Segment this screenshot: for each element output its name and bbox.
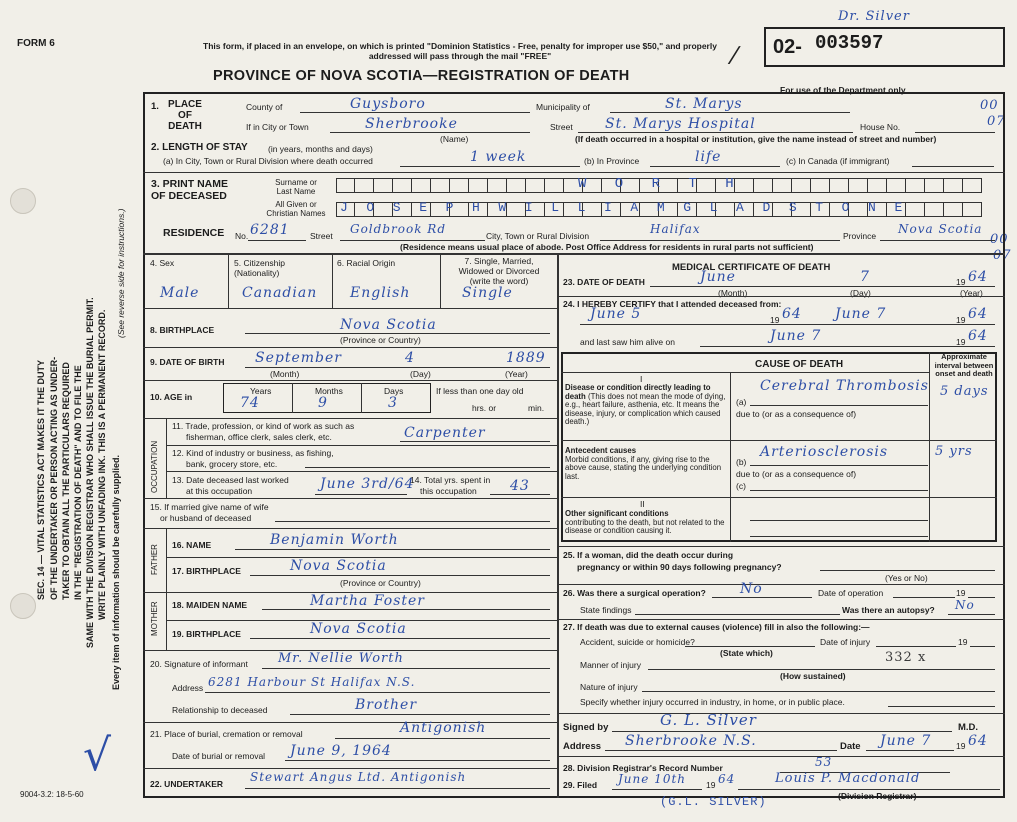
s2-a-value: 1 week (470, 149, 527, 165)
marital-value: Single (462, 285, 513, 301)
city-value: Sherbrooke (365, 116, 458, 132)
mother-bp: Nova Scotia (310, 621, 407, 637)
registration-prefix: 02- (773, 36, 802, 58)
q26-findings: State findings (580, 605, 632, 615)
roman-two: II (640, 499, 645, 509)
dob-year: 1889 (506, 350, 546, 366)
informant-addr-label: Address (172, 683, 204, 693)
s2-a-label: (a) In City, Town or Rural Division where death occurred (163, 156, 373, 166)
dod-year: 64 (968, 269, 988, 285)
residence-no-label: No. (235, 231, 249, 241)
side-text-3: TAKER TO OBTAIN ALL THE PARTICULARS REQUIRED (61, 362, 71, 600)
disease-label: Disease or condition directly leading to death (565, 383, 711, 401)
dob-day-sub: (Day) (410, 369, 431, 379)
signed-year-prefix: 19 (956, 741, 966, 751)
trade-value: Carpenter (404, 425, 486, 441)
side-text-4: IN THE "REGISTRATION OF DEATH" AND TO FILE THE (73, 365, 83, 600)
cause-b: Arteriosclerosis (760, 444, 889, 460)
top-notice: This form, if placed in an envelope, on which is printed "Dominion Statistics - Free, penalty for improper use $50," and properly addressed will pass through the mail "FREE" (203, 41, 717, 61)
birthplace-label: 8. BIRTHPLACE (150, 325, 215, 335)
side-text-7: Every item of information should be carefully supplied. (111, 454, 121, 690)
q25-sub: (Yes or No) (885, 573, 928, 583)
dob-year-sub: (Year) (505, 369, 528, 379)
county-value: Guysboro (350, 96, 426, 112)
cause-b-label: (b) (736, 457, 747, 467)
mother-bp-label: 19. BIRTHPLACE (172, 629, 241, 639)
due-to-1: due to (or as a consequence of) (736, 409, 857, 419)
q29-year-prefix: 19 (706, 780, 716, 790)
surname-value: W O R T H (578, 176, 744, 192)
medical-title: MEDICAL CERTIFICATE OF DEATH (672, 262, 831, 273)
mother-side-label: MOTHER (150, 601, 159, 636)
last-saw-year: 64 (968, 328, 988, 344)
residence-no: 6281 (250, 222, 290, 238)
slash-mark: ∕ (733, 40, 738, 70)
form-title: PROVINCE OF NOVA SCOTIA—REGISTRATION OF DEATH (213, 68, 630, 84)
hospital-note: (If death occurred in a hospital or institution, give the name instead of street and number) (575, 134, 937, 144)
q27-nature: Nature of injury (580, 682, 638, 692)
interval-header: Approximate interval between onset and death (934, 352, 994, 378)
other-conditions-block (565, 510, 728, 536)
racial-origin-label: 6. Racial Origin (337, 258, 396, 268)
antecedent-label: Antecedent causes (565, 446, 637, 455)
given-label: All Given or Christian Names (266, 200, 326, 218)
q26-label: 26. Was there a surgical operation? (563, 588, 706, 598)
s1-label: PLACE OF DEATH (168, 99, 202, 132)
dod-year-prefix: 19 (956, 277, 966, 287)
dob-month-sub: (Month) (270, 369, 300, 379)
age-min-label: min. (528, 403, 545, 413)
disease-note: (This does not mean the mode of dying, e.g., heart failure, asthenia, etc. It means the disease, injury, or complication which caused death.) (565, 391, 726, 427)
attended-from-year-prefix: 19 (770, 315, 780, 325)
informant-addr: 6281 Harbour St Halifax N.S. (208, 675, 416, 689)
dod-day: 7 (860, 269, 870, 285)
racial-origin-value: English (350, 285, 411, 301)
residence-label: RESIDENCE (163, 227, 225, 239)
burial-date: June 9, 1964 (290, 743, 392, 759)
spouse-label: 15. If married give name of wife (150, 502, 269, 512)
last-saw-label: and last saw him alive on (580, 337, 675, 347)
q26-date-label: Date of operation (818, 588, 884, 598)
q27-accident: Accident, suicide or homicide? (580, 637, 695, 647)
s3-label: 3. PRINT NAME OF DECEASED (151, 178, 229, 202)
q27-how-sustained: (How sustained) (780, 671, 846, 681)
signed-year: 64 (968, 733, 988, 749)
q28-label: 28. Division Registrar's Record Number (563, 763, 723, 773)
dob-label: 9. DATE OF BIRTH (150, 357, 225, 367)
signed-by-sig: G. L. Silver (660, 711, 757, 729)
q29-registrar: Louis P. Macdonald (775, 771, 921, 786)
s2-label: 2. LENGTH OF STAY (151, 142, 248, 153)
cause-a: Cerebral Thrombosis (760, 378, 929, 394)
registration-number: 003597 (815, 32, 884, 54)
side-text-2: OF THE UNDERTAKER OR PERSON ACTING AS UNDER- (49, 356, 59, 600)
top-right-note: Dr. Silver (838, 9, 910, 24)
s2-sub: (in years, months and days) (268, 144, 373, 154)
q26-autopsy-label: Was there an autopsy? (842, 605, 935, 615)
age-hrs-label: hrs. or (472, 403, 497, 413)
total-years-value: 43 (510, 478, 530, 494)
signed-address: Sherbrooke N.S. (625, 733, 757, 749)
s1-number: 1. (151, 101, 159, 112)
margin-code-4: 07 (993, 248, 1012, 263)
municipality-value: St. Marys (665, 96, 743, 112)
street-label: Street (550, 122, 573, 132)
due-to-2: due to (or as a consequence of) (736, 469, 857, 479)
undertaker-label: 22. UNDERTAKER (150, 779, 224, 789)
form-label: FORM 6 (17, 38, 55, 49)
municipality-label: Municipality of (536, 102, 590, 112)
md-label: M.D. (958, 722, 979, 733)
footer-code: 9004-3.2: 18-5-60 (20, 790, 84, 799)
q26-value: No (740, 581, 763, 597)
residence-note: (Residence means usual place of abode. Post Office Address for residents in rural parts not sufficient) (400, 242, 814, 252)
citizenship-label: 5. Citizenship (Nationality) (234, 258, 286, 278)
burial-place-label: 21. Place of burial, cremation or removal (150, 729, 303, 739)
other-label: Other significant conditions (565, 509, 669, 518)
last-saw-date: June 7 (770, 328, 822, 344)
informant-rel-label: Relationship to deceased (172, 705, 268, 715)
sex-label: 4. Sex (150, 258, 175, 268)
city-label: If in City or Town (246, 122, 309, 132)
q27-specify: Specify whether injury occurred in industry, in home, or in public place. (580, 697, 845, 707)
age-days: 3 (388, 395, 398, 411)
spouse-label-2: or husband of deceased (160, 513, 252, 523)
q27-manner: Manner of injury (580, 660, 641, 670)
mother-name-label: 18. MAIDEN NAME (172, 600, 248, 610)
last-saw-year-prefix: 19 (956, 337, 966, 347)
mother-name: Martha Foster (310, 593, 425, 609)
q25-label-2: pregnancy or within 90 days following pregnancy? (577, 562, 782, 572)
burial-date-label: Date of burial or removal (172, 751, 266, 761)
signed-address-label: Address (563, 741, 602, 752)
s2-b-value: life (695, 149, 722, 165)
attended-to-year-prefix: 19 (956, 315, 966, 325)
informant-sig: Mr. Nellie Worth (278, 651, 404, 666)
s2-c-label: (c) In Canada (if immigrant) (786, 156, 890, 166)
dod-month-sub: (Month) (718, 288, 748, 298)
given-value: J O S E P H W I L L I A M G L A D S T O N E (340, 200, 908, 215)
dob-day: 4 (405, 350, 415, 366)
side-text-8: (See reverse side for instructions.) (116, 208, 126, 338)
other-note: contributing to the death, but not related to the disease or condition causing it. (565, 517, 725, 536)
city-name-sub: (Name) (440, 134, 469, 144)
father-bp: Nova Scotia (290, 558, 387, 574)
occupation-side-label: OCCUPATION (150, 440, 159, 493)
side-text-1: SEC. 14 — VITAL STATISTICS ACT MAKES IT THE DUTY (36, 359, 46, 600)
certify-label: 24. I HEREBY CERTIFY that I attended deceased from: (563, 299, 782, 309)
q27-date-injury: Date of injury (820, 637, 871, 647)
residence-province: Nova Scotia (898, 222, 983, 236)
county-label: County of (246, 102, 283, 112)
occupation-13b-label: at this occupation (186, 486, 253, 496)
father-name-label: 16. NAME (172, 540, 212, 550)
antecedent-note: Morbid conditions, if any, giving rise to the above cause, stating the underlying condition last. (565, 454, 722, 481)
attended-to: June 7 (835, 306, 887, 322)
age-months-label: Months (315, 386, 343, 396)
age-years-label: Years (250, 386, 272, 396)
father-name: Benjamin Worth (270, 532, 399, 548)
q27-year-prefix: 19 (958, 637, 968, 647)
birthplace-sub: (Province or Country) (340, 335, 421, 345)
margin-code-1: 00 (980, 98, 999, 113)
dod-month: June (700, 269, 736, 285)
cause-a-label: (a) (736, 397, 747, 407)
attended-from-year: 64 (782, 306, 802, 322)
father-side-label: FATHER (150, 544, 159, 575)
roman-one: I (640, 374, 643, 384)
cause-title: CAUSE OF DEATH (755, 359, 844, 370)
residence-city-label: City, Town or Rural Division (486, 231, 590, 241)
dod-year-sub: (Year) (960, 288, 983, 298)
side-text-6: WRITE PLAINLY WITH UNFADING INK. THIS IS A PERMANENT RECORD. (97, 309, 107, 620)
q26-year-prefix: 19 (956, 588, 966, 598)
q27-label: 27. If death was due to external causes (violence) fill in also the following:— (563, 622, 870, 632)
q29-year: 64 (718, 772, 736, 786)
occupation-12b-label: bank, grocery store, etc. (186, 459, 278, 469)
age-label: 10. AGE in (150, 392, 193, 402)
antecedent-block (565, 447, 728, 481)
dept-use-label: For use of the Department only (780, 85, 906, 95)
occupation-13-label: 13. Date deceased last worked (172, 475, 289, 485)
surname-label: Surname or Last Name (275, 178, 317, 196)
q26-autopsy: No (955, 598, 975, 612)
residence-city: Halifax (650, 222, 701, 236)
father-bp-label: 17. BIRTHPLACE (172, 566, 241, 576)
cause-a-interval: 5 days (940, 384, 989, 399)
marital-label: 7. Single, Married, Widowed or Divorced (write the word) (458, 256, 540, 286)
margin-code-3: 00 (990, 232, 1009, 247)
cause-c-label: (c) (736, 481, 746, 491)
q28-value: 53 (815, 755, 833, 769)
attended-to-year: 64 (968, 306, 988, 322)
dod-label: 23. DATE OF DEATH (563, 277, 645, 287)
last-worked-value: June 3rd/64 (320, 476, 415, 492)
q27-state-which: (State which) (720, 648, 773, 658)
age-months: 9 (318, 395, 328, 411)
punch-hole-top (10, 188, 36, 214)
disease-block (565, 384, 728, 427)
q29-date: June 10th (618, 772, 687, 786)
q29-stamp: (G.L. SILVER) (660, 795, 767, 809)
side-text-5: SAME WITH THE DIVISION REGISTRAR WHO SHALL ISSUE THE BURIAL PERMIT. (85, 297, 95, 648)
dob-month: September (255, 350, 342, 366)
father-bp-sub: (Province or Country) (340, 578, 421, 588)
residence-street-label: Street (310, 231, 333, 241)
occupation-14b-label: this occupation (420, 486, 477, 496)
q25-label: 25. If a woman, did the death occur during (563, 550, 734, 560)
q29-label: 29. Filed (563, 780, 598, 790)
sex-value: Male (160, 285, 200, 301)
burial-place: Antigonish (400, 720, 487, 736)
house-no-label: House No. (860, 122, 901, 132)
q29-registrar-sub: (Division Registrar) (838, 791, 917, 801)
residence-province-label: Province (843, 231, 877, 241)
street-value: St. Marys Hospital (605, 116, 756, 132)
check-mark: √ (83, 730, 112, 781)
punch-hole-bottom (10, 593, 36, 619)
occupation-11b-label: fisherman, office clerk, sales clerk, etc. (186, 432, 332, 442)
age-less-label: If less than one day old (436, 386, 524, 396)
signed-date-label: Date (840, 741, 861, 752)
q27-manner-note: 332 x (885, 650, 927, 665)
s2-b-label: (b) In Province (584, 156, 640, 166)
occupation-14-label: 14. Total yrs. spent in (410, 475, 491, 485)
margin-code-2: 07 (987, 114, 1006, 129)
residence-street: Goldbrook Rd (350, 222, 446, 236)
informant-rel: Brother (355, 697, 418, 713)
attended-from: June 5 (590, 306, 642, 322)
age-days-label: Days (384, 386, 404, 396)
age-years: 74 (240, 395, 260, 411)
occupation-11-label: 11. Trade, profession, or kind of work as such as (172, 421, 355, 431)
citizenship-value: Canadian (242, 285, 318, 301)
birthplace-value: Nova Scotia (340, 317, 437, 333)
signed-by-label: Signed by (563, 722, 609, 733)
cause-b-interval: 5 yrs (935, 444, 973, 459)
signed-date: June 7 (880, 733, 932, 749)
dod-day-sub: (Day) (850, 288, 871, 298)
occupation-12-label: 12. Kind of industry or business, as fishing, (172, 448, 334, 458)
undertaker-value: Stewart Angus Ltd. Antigonish (250, 770, 467, 784)
informant-sig-label: 20. Signature of informant (150, 659, 248, 669)
